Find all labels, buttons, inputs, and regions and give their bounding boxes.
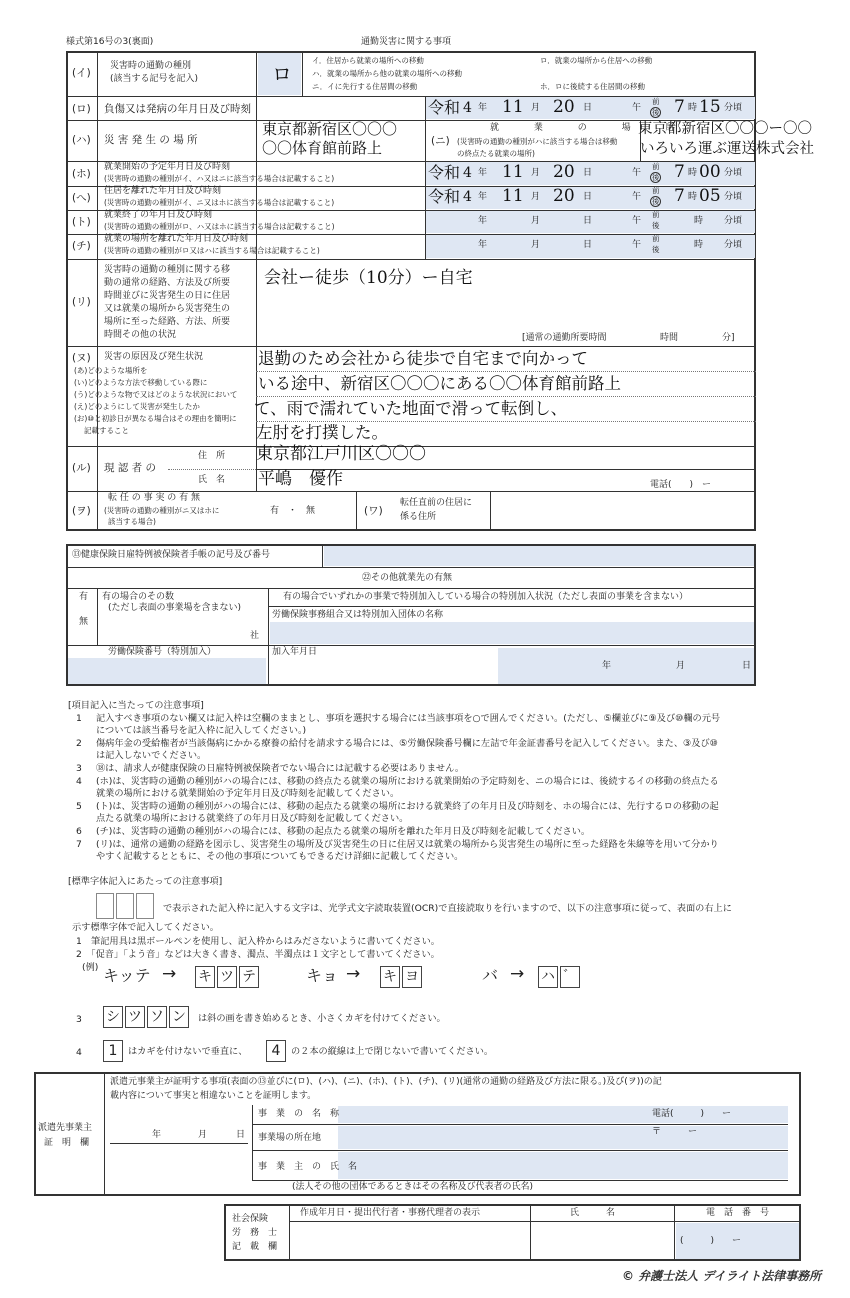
ni-note-2: の終点たる就業の場所) xyxy=(457,149,535,158)
notes-heading: [項目記入に当たっての注意事項] xyxy=(68,700,204,711)
ro-go: 後 xyxy=(652,108,660,117)
s2-join-date-label: 加入年月日 xyxy=(272,647,318,657)
nu-hint-2: (い)どのような方法で移動している際に xyxy=(74,378,208,387)
ru-address-label: 住 所 xyxy=(198,451,226,461)
he-label: 住居を離れた年月日及び時刻 xyxy=(104,186,222,196)
ro-day[interactable]: 20 xyxy=(553,97,575,117)
to-month-unit: 月 xyxy=(531,216,541,226)
std-ex3-arrow: → xyxy=(510,964,525,984)
i-option-1: イ．住居から就業の場所への移動 xyxy=(312,56,424,65)
to-am-label: 午 xyxy=(632,216,642,226)
ro-minute[interactable]: 15 xyxy=(699,97,721,117)
ho-label-sub: (災害時の通勤の種別がイ、ハ又はニに該当する場合は記載すること) xyxy=(104,174,335,183)
s2-nashi: 無 xyxy=(79,617,89,627)
std-note-3-num: 3 xyxy=(76,1014,82,1025)
he-am-label: 午 xyxy=(632,192,642,202)
he-year[interactable]: 4 xyxy=(463,189,472,205)
sharo-label-3: 記 載 欄 xyxy=(232,1242,278,1252)
ri-label-1: 災害時の通勤の種別に関する移 xyxy=(104,265,231,275)
to-label: 就業終了の年月日及び時刻 xyxy=(104,210,213,220)
ni-value-1[interactable]: 東京都新宿区〇〇〇ー〇〇 xyxy=(638,121,812,137)
nu-line-3[interactable]: て、雨で濡れていた地面で滑って転倒し、 xyxy=(254,399,568,418)
haken-zip-label: 〒 ー xyxy=(652,1127,698,1137)
ho-month-unit: 月 xyxy=(531,168,541,178)
ha-value-2[interactable]: 〇〇体育館前路上 xyxy=(262,139,383,157)
haken-cert-line-1: 派遣元事業主が証明する事項(表面の⑬並びに(ロ)、(ハ)、(ニ)、(ホ)、(ト)、(チ)、(リ)(通常の通勤の経路及び方法に限る。)及び(ヲ))の記 xyxy=(110,1077,662,1087)
std-ex2-box-2: ヨ xyxy=(402,966,422,988)
ri-label-3: 時間並びに災害発生の日に住居 xyxy=(104,291,231,301)
ho-go-circle xyxy=(650,172,661,183)
s2-row1-label: ⑬健康保険日雇特例被保険者手帳の記号及び番号 xyxy=(72,550,271,560)
he-zen: 前 xyxy=(652,186,660,195)
ni-note-1: (災害時の通勤の種別がハに該当する場合は移動 xyxy=(457,137,618,146)
std-ex1-arrow: → xyxy=(162,964,177,984)
key-to: (ト) xyxy=(72,216,91,228)
ro-year[interactable]: 4 xyxy=(463,100,472,116)
nu-hint-1: (あ)どのような場所を xyxy=(74,366,148,375)
he-month[interactable]: 11 xyxy=(502,186,524,206)
ru-phone-label: 電話( ) ー xyxy=(650,480,712,490)
s2-sha: 社 xyxy=(250,631,260,641)
nu-hint-6: 記載すること xyxy=(84,426,129,435)
key-ho: (ホ) xyxy=(72,168,91,180)
note-5-line-1: (ト)は、災害時の通勤の種別がハの場合には、移動の起点たる就業の場所における就業終了の年月日及び時刻を、ホの場合には、先行するロの移動の起 xyxy=(96,801,719,812)
to-hour-unit: 時 xyxy=(694,216,704,226)
haken-month: 月 xyxy=(198,1130,208,1140)
ru-name-label: 氏 名 xyxy=(198,475,226,485)
i-label-sub: (該当する記号を記入) xyxy=(110,74,199,84)
ni-label: 就 業 の 場 所 xyxy=(490,123,691,133)
s2-labor-no-label: 労働保険番号（特別加入） xyxy=(108,647,217,657)
s2-union-name: 労働保険事務組合又は特別加入団体の名称 xyxy=(272,610,444,620)
s2-special-status: 有の場合でいずれかの事業で特別加入している場合の特別加入状況（ただし表面の事業を含まない） xyxy=(283,592,689,602)
std-ex1-box-2: ツ xyxy=(217,966,237,988)
ho-am-label: 午 xyxy=(632,168,642,178)
std-ex2-box-1: キ xyxy=(380,966,400,988)
std-note-4-end: の２本の縦線は上で閉じないで書いてください。 xyxy=(291,1046,494,1057)
s2-ari: 有 xyxy=(79,592,89,602)
note-1-line-1: 記入すべき事項のない欄又は記入枠は空欄のままとし、事項を選択する場合には当該事項を○で囲んでください。(ただし、⑤欄並びに⑨及び⑩欄の元号 xyxy=(96,713,721,724)
nu-label: 災害の原因及び発生状況 xyxy=(104,352,204,362)
ri-label-2: 動の通常の経路、方法及び所要 xyxy=(104,278,231,288)
chi-label-sub: (災害時の通勤の種別がロ又はハに該当する場合は記載すること) xyxy=(104,246,320,255)
std-ex2-arrow: → xyxy=(346,964,361,984)
ri-route-value[interactable]: 会社ー徒歩（10分）ー自宅 xyxy=(264,268,473,288)
ro-hour-unit: 時 xyxy=(688,103,698,113)
note-7-num: 7 xyxy=(76,839,82,850)
std-n3-box-3: ソ xyxy=(147,1006,167,1028)
wo-value[interactable]: 有 ・ 無 xyxy=(270,506,316,516)
to-minute-unit: 分頃 xyxy=(724,216,743,226)
ho-go: 後 xyxy=(652,173,660,182)
haken-year: 年 xyxy=(152,1130,162,1140)
note-6-num: 6 xyxy=(76,826,82,837)
he-label-sub: (災害時の通勤の種別がイ、ニ又はホに該当する場合は記載すること) xyxy=(104,198,335,207)
ha-label: 災 害 発 生 の 場 所 xyxy=(104,134,198,146)
std-ex3-box-2: ゛ xyxy=(560,966,580,988)
note-7-line-1: (リ)は、通常の通勤の経路を図示し、災害発生の場所及び災害発生の日に住居又は就業の場所から災害発生の場所に至った経路を朱線等を用いて分かり xyxy=(96,839,719,850)
sharo-col-3: 電 話 番 号 xyxy=(706,1208,770,1218)
he-day-unit: 日 xyxy=(583,192,593,202)
sharo-label-2: 労 務 士 xyxy=(232,1228,278,1238)
std-ex1-from: キッテ xyxy=(103,966,151,985)
key-wo: (ヲ) xyxy=(72,505,91,517)
ro-label: 負傷又は発病の年月日及び時刻 xyxy=(104,103,251,115)
ro-hour[interactable]: 7 xyxy=(674,97,685,117)
note-2-line-1: 傷病年金の受給権者が当該傷病にかかる療養の給付を請求する場合には、⑤労働保険番号欄に左詰で年金証書番号を記入してください。また、③及び⑩ xyxy=(96,738,718,749)
haken-owner-label: 事 業 主 の 氏 名 xyxy=(258,1162,358,1172)
note-1-line-2: については該当番号を記入枠に記入してください。) xyxy=(96,725,307,736)
std-note-1: 1 筆記用具は黒ボールペンを使用し、記入枠からはみださないように書いてください。 xyxy=(76,936,440,947)
std-ex3-from: バ xyxy=(482,966,499,985)
haken-label-2: 証 明 欄 xyxy=(44,1138,90,1148)
i-option-5: ホ．ロに後続する住居間の移動 xyxy=(540,82,645,91)
i-option-3: ハ．就業の場所から他の就業の場所への移動 xyxy=(312,69,462,78)
ro-go-circle xyxy=(650,107,661,118)
chi-day-unit: 日 xyxy=(583,240,593,250)
wa-label-sub: 係る住所 xyxy=(400,512,437,522)
note-5-num: 5 xyxy=(76,801,82,812)
he-hour-unit: 時 xyxy=(688,192,698,202)
sharo-col-1: 作成年月日・提出代行者・事務代理者の表示 xyxy=(300,1208,481,1218)
he-go: 後 xyxy=(652,197,660,206)
haken-address-label: 事業場の所在地 xyxy=(258,1133,322,1143)
ho-year[interactable]: 4 xyxy=(463,165,472,181)
std-n4-box-2: 4 xyxy=(266,1040,286,1062)
ho-year-unit: 年 xyxy=(478,168,488,178)
wo-label-sub: (災害時の通勤の種別がニ又はホに xyxy=(104,506,220,515)
std-ex3-box-1: ハ xyxy=(538,966,558,988)
s2-count-sub: (ただし表面の事業場を含まない) xyxy=(108,603,242,613)
key-nu: (ヌ) xyxy=(72,352,91,364)
std-heading: [標準字体記入にあたっての注意事項] xyxy=(68,876,223,887)
he-day[interactable]: 20 xyxy=(553,186,575,206)
key-he: (へ) xyxy=(72,192,91,204)
ho-era[interactable]: 令和 xyxy=(428,163,461,182)
ho-hour[interactable]: 7 xyxy=(674,162,685,182)
std-n3-box-1: シ xyxy=(103,1006,123,1028)
note-3-line-1: ⑱は、請求人が健康保険の日雇特例被保険者でない場合には記載する必要はありません。 xyxy=(96,763,465,774)
sharo-phone: ( ) ー xyxy=(680,1236,742,1246)
ri-usual-label: [通常の通勤所要時間 xyxy=(522,333,607,343)
i-option-4: ニ．イに先行する住居間の移動 xyxy=(312,82,418,91)
haken-day: 日 xyxy=(236,1130,246,1140)
he-minute[interactable]: 05 xyxy=(699,186,721,206)
ro-day-unit: 日 xyxy=(583,103,593,113)
form-number: 様式第16号の3(裏面) xyxy=(66,37,154,47)
he-month-unit: 月 xyxy=(531,192,541,202)
note-5-line-2: 点たる就業の場所における就業終了の年月日及び時刻を記載してください。 xyxy=(96,813,409,824)
to-day-unit: 日 xyxy=(583,216,593,226)
he-year-unit: 年 xyxy=(478,192,488,202)
note-7-line-2: やすく記載するとともに、その他の事項についてもできるだけ詳細に記載してください。 xyxy=(96,851,464,862)
note-2-line-2: は記入しないでください。 xyxy=(96,750,207,761)
note-4-line-2: 就業の場所における就業開始の予定年月日及び時刻を記載してください。 xyxy=(96,788,400,799)
ho-minute-unit: 分頃 xyxy=(724,168,743,178)
ri-label-6: 時間その他の状況 xyxy=(104,330,177,340)
to-zen: 前 xyxy=(652,210,660,219)
key-ru: (ル) xyxy=(72,462,91,474)
chi-zen: 前 xyxy=(652,234,660,243)
note-4-num: 4 xyxy=(76,776,82,787)
i-label: 災害時の通勤の種別 xyxy=(110,61,192,71)
to-year-unit: 年 xyxy=(478,216,488,226)
ru-name-value[interactable]: 平嶋 優作 xyxy=(258,469,343,489)
std-note-4-mid: はカギを付けないで垂直に、 xyxy=(128,1046,248,1057)
sharo-label-1: 社会保険 xyxy=(232,1214,269,1224)
key-chi: (チ) xyxy=(72,240,91,252)
s2-count-label: 有の場合のその数 xyxy=(102,592,175,602)
ru-label: 現 認 者 の xyxy=(104,462,157,474)
i-option-2: ロ．就業の場所から住居への移動 xyxy=(540,56,653,65)
std-example-label: (例) xyxy=(82,962,99,973)
key-ri: (リ) xyxy=(72,296,91,308)
chi-month-unit: 月 xyxy=(531,240,541,250)
note-4-line-1: (ホ)は、災害時の通勤の種別がハの場合には、移動の終点たる就業の場所における就業開始の予定時刻を、ニの場合には、後続するイの移動の終点たる xyxy=(96,776,719,787)
ro-month[interactable]: 11 xyxy=(502,97,524,117)
std-n3-box-4: ン xyxy=(169,1006,189,1028)
ri-usual-minute: 分] xyxy=(722,333,735,343)
s2-year: 年 xyxy=(602,661,612,671)
std-ex1-box-3: テ xyxy=(239,966,259,988)
chi-minute-unit: 分頃 xyxy=(724,240,743,250)
wo-label: 転 任 の 事 実 の 有 無 xyxy=(108,493,201,503)
ro-era[interactable]: 令和 xyxy=(428,98,461,117)
std-intro-1: で表示された記入枠に記入する文字は、光学式文字読取装置(OCR)で直接読取りを行いますので、以下の注意事項に従って、表面の右上に xyxy=(163,903,732,914)
nu-line-2[interactable]: いる途中、新宿区〇〇〇にある〇〇体育館前路上 xyxy=(258,374,621,393)
form-title: 通勤災害に関する事項 xyxy=(361,37,452,47)
he-era[interactable]: 令和 xyxy=(428,187,461,206)
haken-business-name-label: 事 業 の 名 称 xyxy=(258,1109,340,1119)
ho-day-unit: 日 xyxy=(583,168,593,178)
ho-label: 就業開始の予定年月日及び時刻 xyxy=(104,162,231,172)
ro-zen: 前 xyxy=(652,97,660,106)
chi-hour-unit: 時 xyxy=(694,240,704,250)
std-ex2-from: キョ xyxy=(306,966,339,985)
haken-cert-line-2: 載内容について事実と相違ないことを証明します。 xyxy=(110,1091,317,1101)
nu-line-1[interactable]: 退勤のため会社から徒歩で自宅まで向かって xyxy=(258,349,588,368)
ho-day[interactable]: 20 xyxy=(553,162,575,182)
key-ro: (ロ) xyxy=(72,103,91,115)
std-ex1-box-1: キ xyxy=(195,966,215,988)
nu-hint-4: (え)どのようにして災害が発生したか xyxy=(74,402,200,411)
haken-label-1: 派遣先事業主 xyxy=(38,1123,93,1133)
to-go: 後 xyxy=(652,221,660,230)
key-i: (イ) xyxy=(72,67,91,79)
haken-phone-label: 電話( ) ー xyxy=(652,1109,732,1119)
note-1-num: 1 xyxy=(76,713,82,724)
s2-month: 月 xyxy=(676,661,686,671)
i-value[interactable]: ロ xyxy=(272,62,292,86)
haken-corp-note: (法人その他の団体であるときはその名称及び代表者の氏名) xyxy=(292,1182,534,1192)
ho-month[interactable]: 11 xyxy=(502,162,524,182)
std-sample-boxes xyxy=(96,893,154,919)
note-3-num: 3 xyxy=(76,763,82,774)
copyright: © 弁護士法人 デイライト法律事務所 xyxy=(622,1269,822,1283)
ho-minute[interactable]: 00 xyxy=(699,162,721,182)
he-go-circle xyxy=(650,196,661,207)
std-n4-box-1: 1 xyxy=(103,1040,123,1062)
s2-row2-label: ㉒その他就業先の有無 xyxy=(362,573,453,583)
ri-label-4: 又は就業の場所から災害発生の xyxy=(104,304,231,314)
std-note-4-num: 4 xyxy=(76,1047,82,1058)
nu-line-4[interactable]: 左肘を打撲した。 xyxy=(256,423,388,442)
ru-address-value[interactable]: 東京都江戸川区〇〇〇 xyxy=(256,444,426,464)
ri-usual-hour: 時間 xyxy=(660,333,679,343)
note-2-num: 2 xyxy=(76,738,82,749)
to-label-sub: (災害時の通勤の種別がロ、ハ又はホに該当する場合は記載すること) xyxy=(104,222,335,231)
ho-hour-unit: 時 xyxy=(688,168,698,178)
ro-month-unit: 月 xyxy=(531,103,541,113)
key-ha: (ハ) xyxy=(72,134,91,146)
std-intro-2: 示す標準字体で記入してください。 xyxy=(72,922,219,933)
key-wa: (ワ) xyxy=(364,505,383,517)
chi-go: 後 xyxy=(652,245,660,254)
ro-am-label: 午 xyxy=(632,103,642,113)
s2-day: 日 xyxy=(742,661,752,671)
chi-label: 就業の場所を離れた年月日及び時刻 xyxy=(104,234,249,244)
note-6-line-1: (チ)は、災害時の通勤の種別がハの場合には、移動の起点たる就業の場所を離れた年月日及び時刻を記載してください。 xyxy=(96,826,591,837)
chi-am-label: 午 xyxy=(632,240,642,250)
nu-hint-3: (う)どのような物で又はどのような状況において xyxy=(74,390,238,399)
ro-minute-unit: 分頃 xyxy=(724,103,743,113)
ho-zen: 前 xyxy=(652,162,660,171)
std-note-2: 2 「促音」「よう音」などは大きく書き、濁点、半濁点は１文字として書いてください。 xyxy=(76,949,440,960)
wa-label: 転任直前の住居に xyxy=(400,498,473,508)
std-note-3: は斜の画を書き始めるとき、小さくカギを付けてください。 xyxy=(198,1013,446,1024)
ro-year-unit: 年 xyxy=(478,103,488,113)
chi-year-unit: 年 xyxy=(478,240,488,250)
ri-label-5: 場所に至った経路、方法、所要 xyxy=(104,317,231,327)
key-ni: (ニ) xyxy=(431,135,450,147)
std-n3-box-2: ツ xyxy=(125,1006,145,1028)
sharo-col-2: 氏 名 xyxy=(570,1208,616,1218)
he-minute-unit: 分頃 xyxy=(724,192,743,202)
nu-hint-5: (お)⑩と初診日が異なる場合はその理由を簡明に xyxy=(74,414,237,423)
he-hour[interactable]: 7 xyxy=(674,186,685,206)
ha-value-1[interactable]: 東京都新宿区〇〇〇 xyxy=(262,120,398,138)
ni-value-2[interactable]: いろいろ運ぶ運送株式会社 xyxy=(640,141,814,157)
wo-label-sub2: 該当する場合) xyxy=(108,517,156,526)
